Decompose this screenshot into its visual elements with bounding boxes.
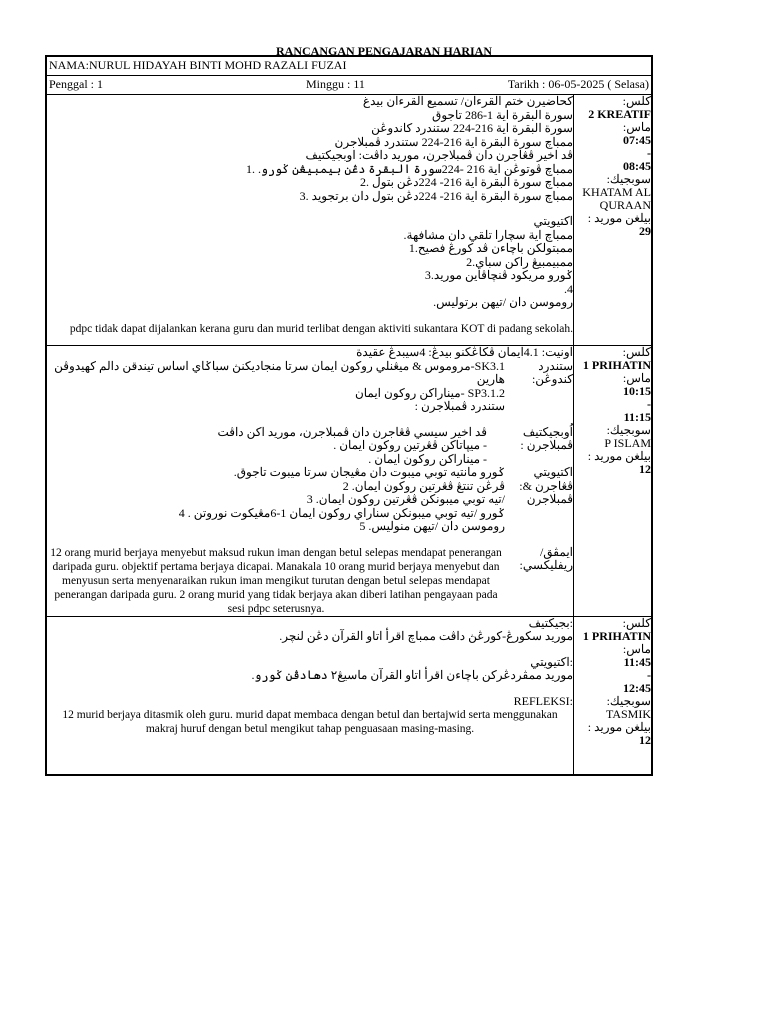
- reflection-text: 12 orang murid berjaya menyebut maksud rukun iman dengan betul selepas mendapat penerangan daripada guru. objektif pertama berjaya dicapai. Manakala 10 orang murid berjaya menyebut dan menyusun serta menyenaraikan rukun iman mengikut turutan dengan betul selepas mendapat penerangan daripada guru. 2 orang murid yang tidak berjaya akan diberi latihan pengayaan pada sesi pdpc seterusnya.: [50, 546, 502, 615]
- activity-item: ڤرڠن تنتڠ ڤڠرتين روكون ايمان. 2: [342, 478, 505, 493]
- masa-dash: -: [647, 667, 651, 682]
- activity-item: /تيه توبي ميبونكن ڤڠرتين روكون ايمان. 3: [306, 492, 505, 506]
- activity-item: موريد ممڤردڠركن باچاءن اقرأ اتاو القرآن ماسيڠ٢ دهادڤن ݢورو.: [251, 668, 573, 682]
- session-row: [47, 616, 652, 774]
- activity-item: ݢورو /تيه توبي ميبونكن سناراي روكون ايمان 1-6مڠيكوت نوروتن . 4: [178, 505, 505, 520]
- session-side-info: [574, 616, 652, 774]
- kelas-value: 2 KREATIF: [588, 107, 651, 121]
- objective-label: :بجيكتيف: [528, 615, 573, 630]
- session-content: [47, 346, 574, 617]
- unit-line: اونيت: 4.1ايمان ڤكاڠكنو بيدڠ: 4سيبدڠ عقيدة: [356, 345, 573, 359]
- activity-label: اكتيويتي: [533, 214, 573, 228]
- session-side-info: [574, 346, 652, 617]
- session-row: [47, 346, 652, 617]
- objective-line: ڤد اخير سيسي ڤڠاجرن دان ڤمبلاجرن، موريد اكن داڤت: [217, 424, 487, 439]
- sk-line: SP3.1.2 -ميناراكن روكون ايمان: [354, 385, 505, 400]
- objective-line: - ميڽاتاكن ڤڠرتين روكون ايمان .: [333, 438, 487, 452]
- tarikh: Tarikh : 06-05-2025 ( Selasa): [507, 77, 649, 91]
- masa-dash: -: [647, 146, 651, 160]
- penggal: Penggal : 1: [49, 77, 103, 91]
- session-line: ڤد اخير ڤڠاجرن دان ڤمبلاجرن، موريد داڤت: اوبجيكتيف: [305, 148, 573, 162]
- masa-label: ماس:: [622, 371, 651, 385]
- activity-item: ممبتولكن باچاءن ڤد كورڠ فصيح.1: [408, 241, 573, 255]
- sk-line: SK3.1-مروموس & ميڠنلي روكون ايمان سرتا منجاديكنڽ سباݢاي اساس تيندقن دالم كهيدوڤن هارين: [54, 358, 505, 386]
- activity-item: ݢورو مريكود ڤنچاڤاين موريد.3: [424, 268, 573, 282]
- teacher-name: NAMA:NURUL HIDAYAH BINTI MOHD RAZALI FUZAI: [47, 57, 652, 76]
- activity-item: 4.: [564, 281, 573, 296]
- header-row-nama: [47, 57, 652, 76]
- session-row: [47, 95, 652, 346]
- bilangan-value: 12: [639, 462, 651, 476]
- activity-item: ممبيمبيڠ راكن سباي.2: [466, 254, 573, 269]
- header-row-meta: [47, 76, 652, 95]
- subjek-label: سوبجيك:: [606, 423, 651, 437]
- subjek-value: KHATAM AL QURAAN: [582, 185, 651, 212]
- bilangan-value: 29: [639, 224, 651, 238]
- page-title: RANCANGAN PENGAJARAN HARIAN: [276, 44, 492, 58]
- kelas-label: كلس:: [622, 94, 651, 108]
- session-side-info: [574, 95, 652, 346]
- session-content: [47, 95, 574, 346]
- kelas-label: كلس:: [622, 615, 651, 630]
- session-line: ممباچ ڤوتوڠن اية 216 -224سورة البقرة دڠن بيمبيڠن ݢورو. .1: [245, 161, 573, 176]
- activity-label: :اكتيويتي: [530, 654, 573, 669]
- masa-end: 11:15: [623, 410, 651, 424]
- masa-label: ماس:: [622, 120, 651, 134]
- session-line: ممباچ سورة البقرة اية 216- 224دڠن بتول دان برتجويد .3: [299, 188, 573, 203]
- bilangan-value: 12: [639, 732, 651, 747]
- bilangan-label: بيلغن موريد :: [587, 719, 651, 734]
- objective-line: - ميناراكن روكون ايمان .: [368, 451, 487, 466]
- subjek-label: سوبجيك:: [606, 693, 651, 708]
- session-content: [47, 616, 574, 774]
- session-line: ممباچ سورة البقرة اية 216-224 ستندرد ڤمبلاجرن: [334, 134, 573, 149]
- subjek-value: P ISLAM: [604, 436, 651, 450]
- bilangan-label: بيلغن موريد :: [587, 211, 651, 225]
- subjek-label: سوبجيك:: [606, 172, 651, 186]
- session-line: سورة البقرة اية 1-286 تاجوق: [432, 107, 573, 122]
- activity-item: روموسن دان /تيهن برتوليس.: [433, 295, 573, 309]
- masa-end: 08:45: [623, 159, 651, 173]
- session-line: كحاضيرن ختم القرءان/ تسميع القرءان بيدغ: [362, 94, 573, 108]
- session-line: سورة البقرة اية 216-224 ستندرد كاندوڠن: [371, 121, 573, 135]
- kelas-label: كلس:: [622, 345, 651, 359]
- activity-item: روموسن دان /تيهن منوليس. 5: [359, 519, 505, 533]
- masa-start: 11:45: [623, 654, 651, 669]
- kelas-value: 1 PRIHATIN: [582, 358, 651, 372]
- reflection-label: REFLEKSI:: [513, 693, 573, 708]
- activity-label: اكتيويتي ڤڠاجرن &: ڤمبلاجرن: [519, 465, 573, 506]
- masa-label: ماس:: [622, 641, 651, 656]
- kelas-value: 1 PRIHATIN: [582, 628, 651, 643]
- objective-line: موريد سكورڠ-كورڠڽ داڤت ممباچ اقرأ اتاو القرآن دڠن لنچر.: [279, 629, 573, 643]
- session-line: ممباچ سورة البقرة اية 216- 224دڠن بتول .2: [360, 175, 573, 189]
- objective-label: اُوبجيكتيف ڤمبلاجرن :: [520, 424, 573, 452]
- sk-line: ستندرد ڤمبلاجرن :: [414, 399, 505, 413]
- activity-item: ݢورو مانتيه توبي ميبوت دان مڠيجان سرتا ميبوت تاجوق.: [233, 465, 505, 479]
- lesson-plan-table: [46, 56, 652, 775]
- subjek-value: TASMIK: [605, 706, 651, 721]
- reflection-label: ايمڤق/ ريفليكسي:: [519, 544, 573, 572]
- minggu: Minggu : 11: [305, 77, 365, 91]
- masa-dash: -: [647, 397, 651, 411]
- lesson-plan-sheet: [45, 55, 653, 776]
- reflection-text: pdpc tidak dapat dijalankan kerana guru dan murid terlibat dengan aktiviti sukantara KOT di padang sekolah.: [69, 322, 573, 335]
- activity-item: ممباچ اية سچارا تلقي دان مشافهة.: [403, 227, 573, 242]
- masa-start: 10:15: [623, 384, 651, 398]
- reflection-text: 12 murid berjaya ditasmik oleh guru. murid dapat membaca dengan betul dan bertajwid serta menggunakan makraj huruf dengan betul mengikut tahap penguasaan masing-masing.: [62, 709, 558, 735]
- sk-label: ستندرد كندوڠن:: [531, 358, 573, 386]
- masa-start: 07:45: [623, 133, 651, 147]
- bilangan-label: بيلغن موريد :: [587, 449, 651, 463]
- masa-end: 12:45: [623, 680, 651, 695]
